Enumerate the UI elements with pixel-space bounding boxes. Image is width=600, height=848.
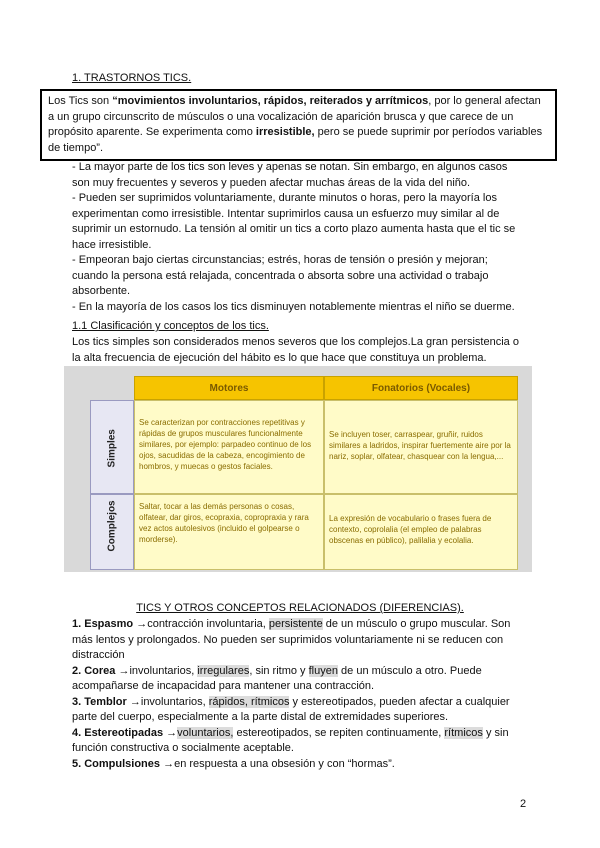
definition-text: y sin función constructiva o socialmente aceptable. bbox=[72, 726, 509, 754]
subsection-text: Los tics simples son considerados menos severos que los complejos.La gran persistencia o la alta frecuencia de ejecución del hábito es lo que hace que constituya un problema. bbox=[72, 336, 519, 364]
definition-term: 4. Estereotipadas bbox=[72, 726, 164, 739]
subsection-title: 1.1 Clasificación y conceptos de los tics. bbox=[72, 320, 269, 332]
definition-item bbox=[72, 757, 530, 773]
bullet-item: - Empeoran bajo ciertas circunstancias; estrés, horas de tensión o presión y mejoran; cuando la persona está relajada, concentrada o absorta sobre una actividad o trabajo absorbente. bbox=[72, 254, 489, 297]
column-header-motores: Motores bbox=[134, 376, 324, 400]
highlighted-text: voluntarios, bbox=[177, 726, 234, 739]
definition-bold-1: “movimientos involuntarios, rápidos, reiterados y arrítmicos bbox=[112, 95, 429, 107]
row-header-complejos-cell bbox=[90, 494, 134, 570]
definition-text: , sin ritmo y bbox=[249, 664, 309, 677]
definition-term: 3. Temblor bbox=[72, 695, 127, 708]
definition-text: →en respuesta a una obsesión y con “hormas”. bbox=[160, 757, 395, 770]
definition-item bbox=[72, 617, 530, 664]
definition-post: pero se puede suprimir por períodos variables de tiempo”. bbox=[48, 126, 543, 154]
cell-complejos-fonatorios: La expresión de vocabulario o frases fuera de contexto, coprolalia (el empleo de palabras obscenas en público), palilalia y ecolalia. bbox=[324, 494, 518, 570]
classification-table bbox=[64, 366, 532, 572]
definition-text: →involuntarios, bbox=[115, 664, 198, 677]
cell-complejos-motores: Saltar, tocar a las demás personas o cosas, olfatear, dar giros, ecopraxia, copropraxia y rara vez actos autolesivos (incluido el golpearse o morderse). bbox=[134, 494, 324, 570]
definition-term: 2. Corea bbox=[72, 664, 116, 677]
definition-item bbox=[72, 726, 530, 757]
definition-text: y estereotipados, pueden afectar a cualquier parte del cuerpo, especialmente a la parte distal de extremidades superiores. bbox=[72, 695, 510, 723]
section-title: 1. TRASTORNOS TICS. bbox=[72, 72, 192, 84]
row-header-complejos: Complejos bbox=[106, 500, 118, 552]
highlighted-text: irregulares bbox=[197, 664, 250, 677]
bullet-list bbox=[72, 160, 522, 315]
highlighted-text: rítmicos bbox=[444, 726, 483, 739]
definition-term: 1. Espasmo bbox=[72, 618, 134, 630]
bullet-item: - La mayor parte de los tics son leves y apenas se notan. Sin embargo, en algunos casos son muy frecuentes y severos y pueden afectar muchas áreas de la vida del niño. bbox=[72, 161, 508, 189]
definition-text: →involuntarios, bbox=[126, 695, 209, 708]
row-header-simples-cell bbox=[90, 400, 134, 494]
definition-item bbox=[72, 664, 530, 695]
row-header-simples: Simples bbox=[106, 429, 118, 468]
cell-simples-motores: Se caracterizan por contracciones repetitivas y rápidas de grupos musculares funcionalmente similares, por ejemplo: parpadeo continuo de los ojos, sacudidas de la cabeza, encogimiento de hombros, y muecas o gestos faciales. bbox=[134, 400, 324, 494]
definition-term: 5. Compulsiones bbox=[72, 757, 161, 770]
cell-simples-fonatorios: Se incluyen toser, carraspear, gruñir, ruidos similares a ladridos, inspirar fuertemente aire por la nariz, soplar, olfatear, chasquear con la lengua,... bbox=[324, 400, 518, 494]
definition-pre: Los Tics son bbox=[48, 95, 113, 107]
definition-text: de un músculo o grupo muscular. Son más lentos y prolongados. No pueden ser suprimidos voluntariamente ni se reducen con distracción bbox=[72, 618, 511, 661]
definitions-list bbox=[72, 617, 530, 772]
column-header-fonatorios: Fonatorios (Vocales) bbox=[324, 376, 518, 400]
definition-box bbox=[40, 89, 557, 161]
definition-item bbox=[72, 695, 530, 726]
highlighted-text: persistente bbox=[268, 618, 323, 630]
highlighted-text: fluyen bbox=[308, 664, 338, 677]
definition-text: → bbox=[163, 726, 178, 739]
highlighted-text: rápidos, rítmicos bbox=[208, 695, 290, 708]
page-number: 2 bbox=[520, 798, 527, 810]
definition-mid: , por lo general afectan a un grupo circunscrito de músculos o una vocalización de aparición brusca y que carece de un propósito aparente. Se experimenta como bbox=[48, 95, 541, 138]
differences-title: TICS Y OTROS CONCEPTOS RELACIONADOS (DIFERENCIAS). bbox=[136, 602, 464, 614]
definition-text: de un músculo a otro. Puede acompañarse de incapacidad para mantener una contracción. bbox=[72, 664, 482, 692]
definition-text: →contracción involuntaria, bbox=[133, 618, 269, 630]
definition-text: estereotipados, se repiten continuamente, bbox=[233, 726, 445, 739]
definition-bold-2: irresistible, bbox=[255, 126, 315, 138]
bullet-item: - Pueden ser suprimidos voluntariamente, durante minutos o horas, pero la mayoría los experimentan como irresistible. Intentar suprimirlos causa un esfuerzo muy similar al de suprimir un estornudo. La tensión al omitir un tics a corto plazo aumenta hasta que el tic se hace irresistible. bbox=[72, 192, 516, 251]
bullet-item: - En la mayoría de los casos los tics disminuyen notablemente mientras el niño se duerme. bbox=[72, 300, 515, 313]
